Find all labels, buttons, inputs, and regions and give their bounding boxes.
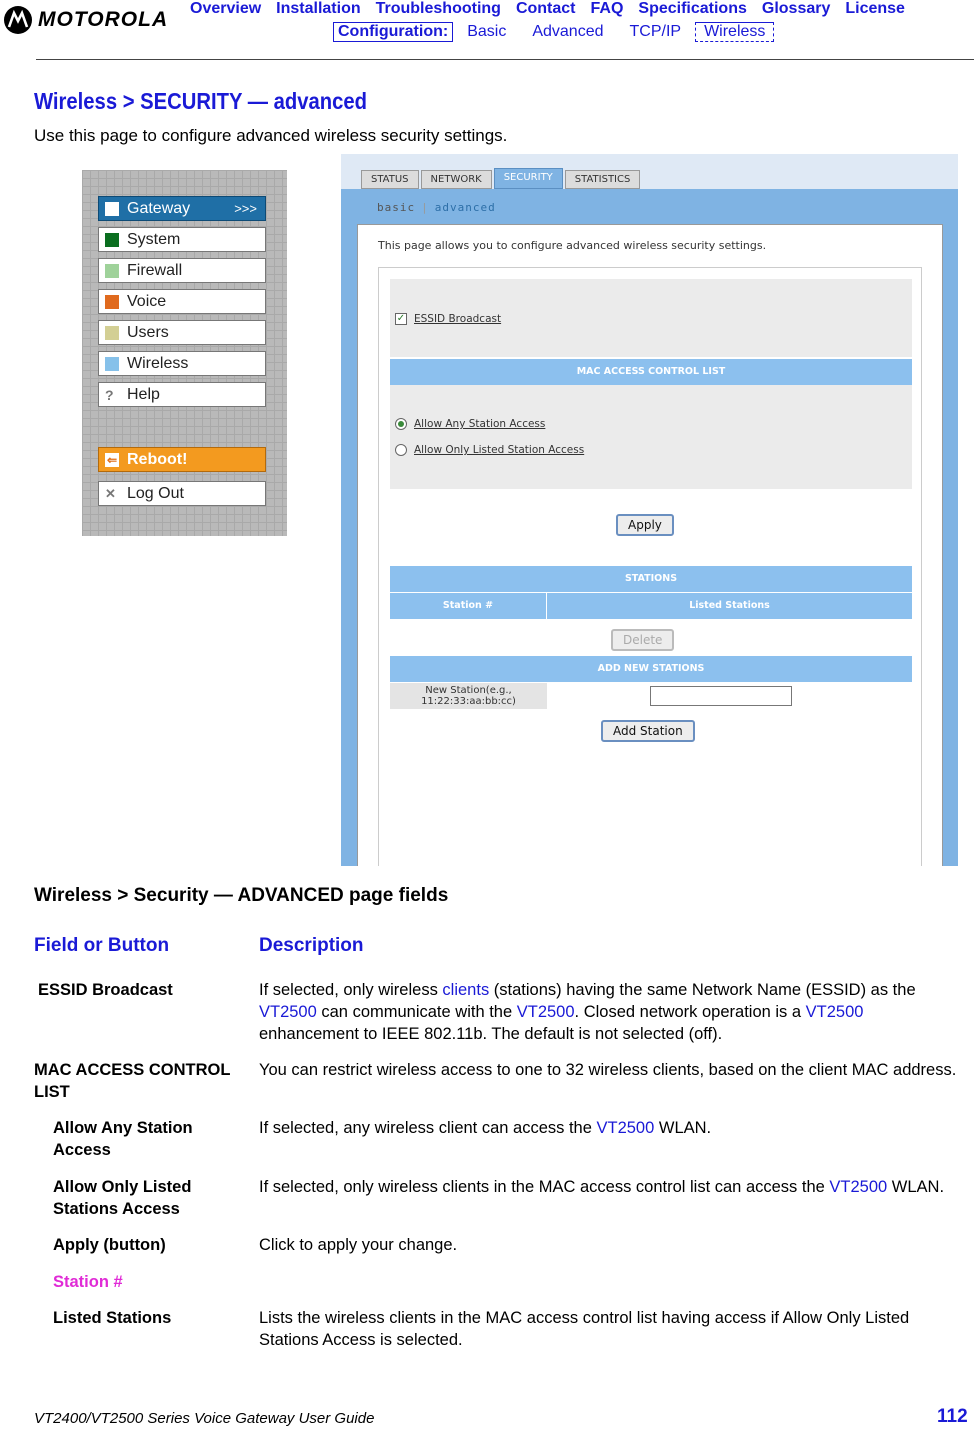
new-station-label: New Station(e.g., 11:22:33:aa:bb:cc) <box>390 683 547 709</box>
menu-voice[interactable]: Voice <box>98 289 266 314</box>
col-field-header: Field or Button <box>34 935 170 956</box>
add-station-button[interactable]: Add Station <box>601 720 695 742</box>
link-vt2500[interactable]: VT2500 <box>259 1003 317 1021</box>
stations-header: STATIONS <box>390 566 912 592</box>
station-number-column: Station # <box>390 593 547 619</box>
header-divider <box>36 59 974 60</box>
listed-stations-column: Listed Stations <box>547 593 912 619</box>
close-icon: ✕ <box>105 485 116 501</box>
nav-contact[interactable]: Contact <box>515 0 576 17</box>
allow-listed-label[interactable]: Allow Only Listed Station Access <box>414 444 585 456</box>
link-vt2500[interactable]: VT2500 <box>829 1178 888 1196</box>
mac-acl-section <box>390 385 912 489</box>
nav-glossary[interactable]: Glossary <box>761 0 831 17</box>
desc-apply: Click to apply your change. <box>259 1236 458 1254</box>
firewall-square-icon <box>105 264 119 278</box>
new-station-input[interactable] <box>650 686 792 706</box>
menu-wireless[interactable]: Wireless <box>98 351 266 376</box>
nav-license[interactable]: License <box>845 0 905 17</box>
allow-any-radio[interactable] <box>395 418 407 430</box>
voice-square-icon <box>105 295 119 309</box>
subnav-configuration[interactable]: Configuration: <box>333 22 453 42</box>
subnav-advanced[interactable]: Advanced <box>532 23 604 40</box>
field-apply: Apply (button) <box>53 1236 166 1254</box>
screenshot-body <box>357 224 943 866</box>
logo-text: MOTOROLA <box>38 8 169 31</box>
field-essid-broadcast: ESSID Broadcast <box>38 981 173 999</box>
menu-firewall[interactable]: Firewall <box>98 258 266 283</box>
tab-statistics[interactable]: STATISTICS <box>565 170 641 189</box>
link-clients[interactable]: clients <box>442 981 490 999</box>
footer-guide-title: VT2400/VT2500 Series Voice Gateway User Guide <box>34 1410 375 1427</box>
desc-essid-broadcast: If selected, only wireless clients (stations) having the same Network Name (ESSID) as the VT2500 can communicate with the VT2500. Closed network operation is a VT2500 enhancement to IEEE 802.11b. The default is not selected (off). <box>259 981 916 1043</box>
allow-any-label[interactable]: Allow Any Station Access <box>414 418 546 430</box>
desc-allow-listed: If selected, only wireless clients in the MAC access control list can access the VT2500 WLAN. <box>259 1178 945 1196</box>
reboot-icon: ⇐ <box>106 452 118 467</box>
subtab-basic[interactable]: basic <box>377 201 416 214</box>
page-number: 112 <box>937 1406 968 1427</box>
top-nav <box>190 0 905 18</box>
tab-security[interactable]: SECURITY <box>494 168 563 189</box>
gateway-menu-panel <box>82 170 287 536</box>
screenshot-tabs <box>361 170 640 189</box>
link-vt2500[interactable]: VT2500 <box>596 1119 655 1137</box>
menu-system[interactable]: System <box>98 227 266 252</box>
chevron-right-icon: >>> <box>234 201 257 216</box>
mac-acl-header: MAC ACCESS CONTROL LIST <box>390 359 912 385</box>
delete-button[interactable]: Delete <box>611 629 674 651</box>
field-mac-acl: MAC ACCESS CONTROL LIST <box>34 1061 231 1101</box>
screenshot-intro: This page allows you to configure advanced wireless security settings. <box>378 239 767 252</box>
sub-nav <box>333 22 774 42</box>
menu-logout[interactable]: ✕ Log Out <box>98 481 266 506</box>
menu-help[interactable]: ? Help <box>98 382 266 407</box>
nav-troubleshooting[interactable]: Troubleshooting <box>375 0 501 17</box>
desc-listed-stations: Lists the wireless clients in the MAC access control list having access if Allow Only Listed Stations Access is selected. <box>259 1309 910 1349</box>
wireless-square-icon <box>105 357 119 371</box>
link-vt2500[interactable]: VT2500 <box>805 1003 864 1021</box>
menu-users[interactable]: Users <box>98 320 266 345</box>
col-description-header: Description <box>259 935 364 956</box>
tab-status[interactable]: STATUS <box>361 170 419 189</box>
subnav-wireless[interactable]: Wireless <box>695 22 774 42</box>
field-station-number[interactable]: Station # <box>53 1273 123 1291</box>
essid-checkbox[interactable]: ✓ <box>396 313 406 324</box>
desc-allow-any: If selected, any wireless client can access the VT2500 WLAN. <box>259 1119 712 1137</box>
motorola-logo-icon <box>4 6 32 34</box>
tab-network[interactable]: NETWORK <box>421 170 492 189</box>
desc-mac-acl: You can restrict wireless access to one to 32 wireless clients, based on the client MAC address. <box>259 1061 957 1079</box>
allow-listed-radio[interactable] <box>395 444 407 456</box>
menu-reboot[interactable]: ⇐ Reboot! <box>98 447 266 472</box>
subnav-tcpip[interactable]: TCP/IP <box>629 23 682 40</box>
apply-button[interactable]: Apply <box>616 514 674 536</box>
nav-faq[interactable]: FAQ <box>590 0 624 17</box>
system-square-icon <box>105 233 119 247</box>
essid-broadcast-label[interactable]: ESSID Broadcast <box>414 313 502 325</box>
field-allow-listed: Allow Only Listed Stations Access <box>53 1178 192 1218</box>
nav-specifications[interactable]: Specifications <box>638 0 747 17</box>
menu-gateway[interactable]: Gateway >>> <box>98 196 266 221</box>
field-allow-any: Allow Any Station Access <box>53 1119 193 1159</box>
page-intro: Use this page to configure advanced wireless security settings. <box>34 126 508 145</box>
gateway-square-icon <box>105 202 119 216</box>
field-listed-stations: Listed Stations <box>53 1309 172 1327</box>
users-square-icon <box>105 326 119 340</box>
page-title: Wireless > SECURITY — advanced <box>34 88 367 114</box>
help-icon: ? <box>105 386 114 403</box>
nav-overview[interactable]: Overview <box>190 0 262 17</box>
screenshot-subtabs: basic | advanced <box>377 201 496 214</box>
nav-installation[interactable]: Installation <box>276 0 361 17</box>
settings-panel <box>378 267 922 866</box>
security-advanced-screenshot <box>341 154 958 866</box>
add-new-stations-header: ADD NEW STATIONS <box>390 656 912 682</box>
subtab-advanced[interactable]: advanced <box>434 201 496 214</box>
fields-table-title: Wireless > Security — ADVANCED page fields <box>34 885 449 906</box>
subnav-basic[interactable]: Basic <box>467 23 507 40</box>
link-vt2500[interactable]: VT2500 <box>516 1003 575 1021</box>
